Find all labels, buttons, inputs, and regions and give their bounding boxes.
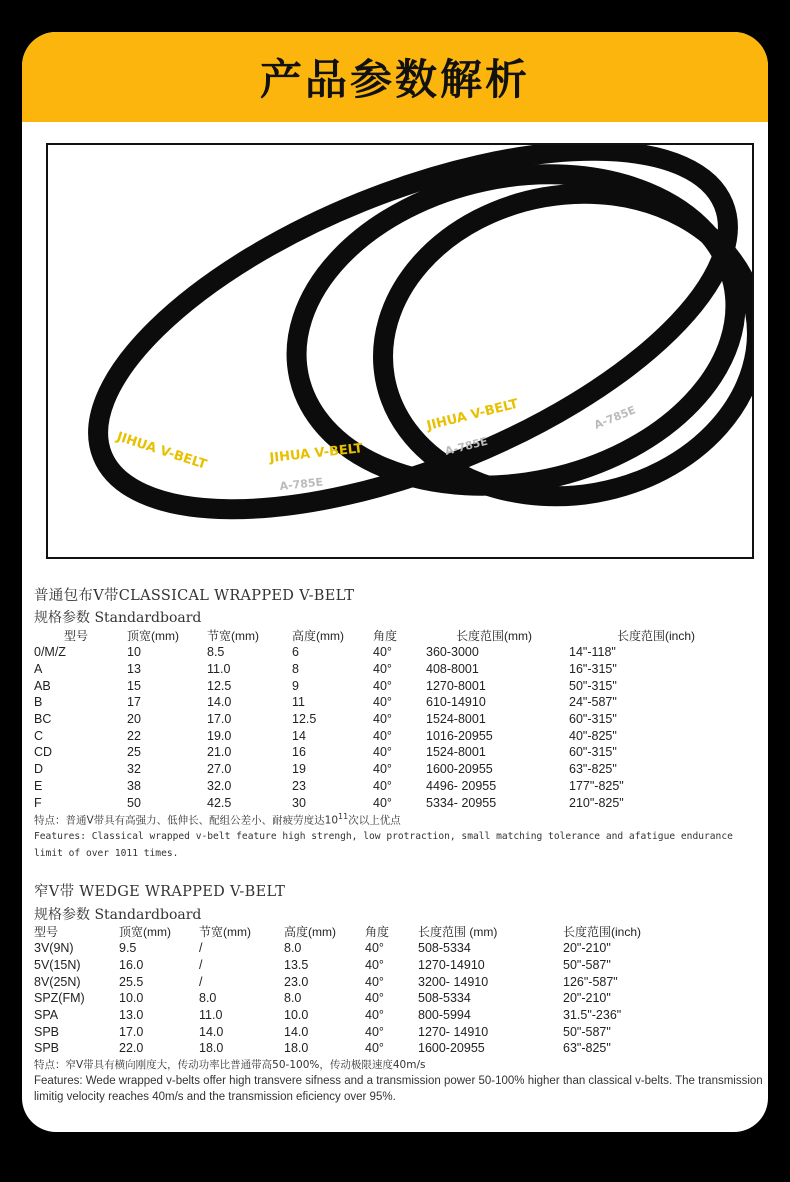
table-cell: 1524-8001 [426,745,486,760]
column-header: 节宽(mm) [199,925,251,939]
column-header: 高度(mm) [292,629,344,643]
column-header: 长度范围 (mm) [418,925,498,939]
table-cell: 1600-20955 [426,762,493,777]
table-cell: 24"-587" [569,695,617,710]
table-cell: 17.0 [207,712,232,727]
table-cell: 177"-825" [569,778,624,793]
product-card [22,32,768,1132]
table-cell: 3200- 14910 [418,974,489,989]
table-row [34,794,749,811]
table-cell: 16"-315" [569,662,617,677]
table-cell: 32.0 [207,778,232,793]
wedge-title: 窄V带 WEDGE WRAPPED V-BELT [34,884,286,900]
table-cell: 610-14910 [426,695,486,710]
table-cell: 13.5 [284,958,309,973]
table-cell: 40° [373,762,392,777]
table-cell: 8V(25N) [34,974,81,989]
wedge-spec-table [34,923,743,1057]
column-header: 型号 [34,925,59,939]
table-header-row [34,923,743,940]
table-cell: 10 [127,645,141,660]
table-cell: 25 [127,745,141,760]
table-cell: 40° [373,662,392,677]
table-row [34,694,749,711]
table-cell: 50"-587" [563,1024,611,1039]
table-cell: 40° [373,645,392,660]
table-cell: 21.0 [207,745,232,760]
column-header: 顶宽(mm) [127,629,179,643]
table-cell: 8.0 [284,991,302,1006]
table-cell: 14.0 [207,695,232,710]
belt-size-label-3: A-785E [592,403,638,432]
vbelt-image [48,145,752,557]
column-header: 节宽(mm) [207,629,259,643]
table-cell: 20 [127,712,141,727]
table-cell: 126"-587" [563,974,618,989]
wedge-note-en: Features: Wede wrapped v-belts offer high transvere sifness and a transmission power 50-100% higher than classical v-belts. The transmission limitig velocity reaches 40m/s and the transmission eficiency over 95%. [34,1075,763,1103]
table-cell: 408-8001 [426,662,479,677]
table-cell: 1270- 14910 [418,1024,489,1039]
table-cell: 19.0 [207,728,232,743]
table-cell: 11 [292,695,305,710]
table-cell: 14.0 [199,1024,224,1039]
table-cell: 14 [292,728,306,743]
table-cell: F [34,795,42,810]
table-cell: 1524-8001 [426,712,486,727]
table-cell: 50"-587" [563,958,611,973]
table-cell: 22.0 [119,1041,144,1056]
table-row [34,1023,743,1040]
table-cell: 12.5 [292,712,317,727]
table-row [34,778,749,795]
classical-note-cn [34,812,401,828]
table-cell: 15 [127,678,141,693]
classical-subtitle: 规格参数 Standardboard [34,610,202,626]
table-row [34,644,749,661]
column-header: 长度范围(inch) [563,925,642,939]
column-header: 高度(mm) [284,925,336,939]
table-cell: 800-5994 [418,1008,471,1023]
classical-note-en: Features: Classical wrapped v-belt feature high strengh, low protraction, small matching tolerance and afatigue endurance limit of over 1011 times. [34,831,733,859]
table-cell: 40° [373,695,392,710]
table-cell: BC [34,712,52,727]
table-cell: / [199,974,203,989]
belt-size-label-2: A-785E [443,434,489,458]
table-row [34,661,749,678]
table-cell: 60"-315" [569,745,617,760]
table-cell: 1600-20955 [418,1041,485,1056]
classical-spec-table [34,627,749,811]
table-cell: 40° [365,958,384,973]
table-row [34,677,749,694]
table-cell: 17.0 [119,1024,144,1039]
wedge-note-cn: 特点：窄V带具有横向刚度大，传动功率比普通带高50-100%，传动极限速度40m/s [34,1059,426,1071]
table-row [34,744,749,761]
table-cell: 6 [292,645,299,660]
table-cell: 30 [292,795,306,810]
table-row [34,761,749,778]
belt-brand-label-2: JIHUA V-BELT [268,441,364,466]
table-cell: 16 [292,745,306,760]
table-row [34,973,743,990]
table-row [34,957,743,974]
table-cell: 19 [292,762,306,777]
table-cell: 1016-20955 [426,728,493,743]
table-cell: 40° [365,991,384,1006]
table-row [34,940,743,957]
table-cell: 40° [365,941,384,956]
table-cell: 31.5"-236" [563,1008,622,1023]
table-cell: 20"-210" [563,941,611,956]
table-cell: 60"-315" [569,712,617,727]
table-cell: 3V(9N) [34,941,74,956]
table-cell: 22 [127,728,141,743]
column-header: 角度 [365,925,390,939]
table-cell: 40° [373,728,392,743]
table-cell: SPB [34,1041,60,1056]
page-title: 产品参数解析 [259,55,530,104]
wedge-subtitle: 规格参数 Standardboard [34,907,202,923]
table-cell: 40° [365,1024,384,1039]
table-row [34,1007,743,1024]
table-cell: 40° [373,795,392,810]
table-cell: 10.0 [119,991,144,1006]
table-cell: 42.5 [207,795,232,810]
table-header-row [34,627,749,644]
table-cell: C [34,728,44,743]
table-cell: 14"-118" [569,645,616,660]
table-row [34,990,743,1007]
table-cell: 27.0 [207,762,232,777]
table-cell: 63"-825" [563,1041,611,1056]
table-cell: 17 [127,695,141,710]
table-cell: 360-3000 [426,645,479,660]
table-cell: / [199,941,203,956]
table-cell: 40° [365,974,384,989]
table-row [34,711,749,728]
note-text-suffix: 次以上优点 [348,814,401,827]
table-cell: 23 [292,778,306,793]
table-cell: 13.0 [119,1008,144,1023]
table-cell: 50 [127,795,141,810]
table-cell: 9.5 [119,941,137,956]
note-text: 特点：普通V带具有高强力、低伸长、配组公差小、耐疲劳度达10 [34,814,339,827]
table-cell: 5334- 20955 [426,795,497,810]
table-cell: 40° [373,712,392,727]
table-cell: 5V(15N) [34,958,81,973]
classical-title: 普通包布V带CLASSICAL WRAPPED V-BELT [34,588,355,604]
note-superscript: 11 [338,812,349,821]
table-cell: 8.0 [284,941,302,956]
table-cell: 40° [373,745,392,760]
table-cell: 1270-8001 [426,678,486,693]
table-cell: 14.0 [284,1024,309,1039]
table-cell: 10.0 [284,1008,309,1023]
table-cell: A [34,662,43,677]
table-row [34,1040,743,1057]
belt-brand-label: JIHUA V-BELT [114,429,209,473]
column-header: 型号 [64,629,89,643]
table-cell: 50"-315" [569,678,617,693]
table-cell: 508-5334 [418,991,471,1006]
table-cell: 63"-825" [569,762,617,777]
table-cell: 11.0 [207,662,231,677]
table-cell: 23.0 [284,974,309,989]
table-cell: 11.0 [199,1008,223,1023]
header-banner [22,32,768,122]
table-cell: 13 [127,662,141,677]
table-cell: SPZ(FM) [34,991,85,1006]
table-cell: 9 [292,678,299,693]
belt-size-label: A-785E [278,475,324,493]
table-cell: 4496- 20955 [426,778,497,793]
table-cell: 16.0 [119,958,144,973]
belt-brand-label-3: JIHUA V-BELT [425,396,520,434]
table-cell: 12.5 [207,678,232,693]
table-cell: 210"-825" [569,795,624,810]
column-header: 顶宽(mm) [119,925,171,939]
table-cell: 8.0 [199,991,217,1006]
table-cell: 40° [365,1008,384,1023]
table-cell: AB [34,678,51,693]
column-header: 长度范围(inch) [617,629,696,643]
table-cell: SPB [34,1024,60,1039]
table-cell: 40"-825" [569,728,617,743]
table-cell: 8.5 [207,645,225,660]
table-cell: E [34,778,43,793]
column-header: 长度范围(mm) [456,629,532,643]
table-cell: 18.0 [284,1041,309,1056]
table-row [34,727,749,744]
product-photo [46,143,754,559]
table-cell: 508-5334 [418,941,471,956]
table-cell: 40° [373,678,392,693]
table-cell: 0/M/Z [34,645,66,660]
column-header: 角度 [373,629,398,643]
table-cell: 40° [365,1041,384,1056]
table-cell: B [34,695,43,710]
table-cell: 18.0 [199,1041,224,1056]
table-cell: CD [34,745,53,760]
table-cell: 1270-14910 [418,958,485,973]
table-cell: 32 [127,762,141,777]
table-cell: 40° [373,778,392,793]
table-cell: 25.5 [119,974,144,989]
table-cell: 20"-210" [563,991,611,1006]
table-cell: 8 [292,662,299,677]
table-cell: 38 [127,778,141,793]
table-cell: SPA [34,1008,59,1023]
table-cell: / [199,958,203,973]
table-cell: D [34,762,44,777]
